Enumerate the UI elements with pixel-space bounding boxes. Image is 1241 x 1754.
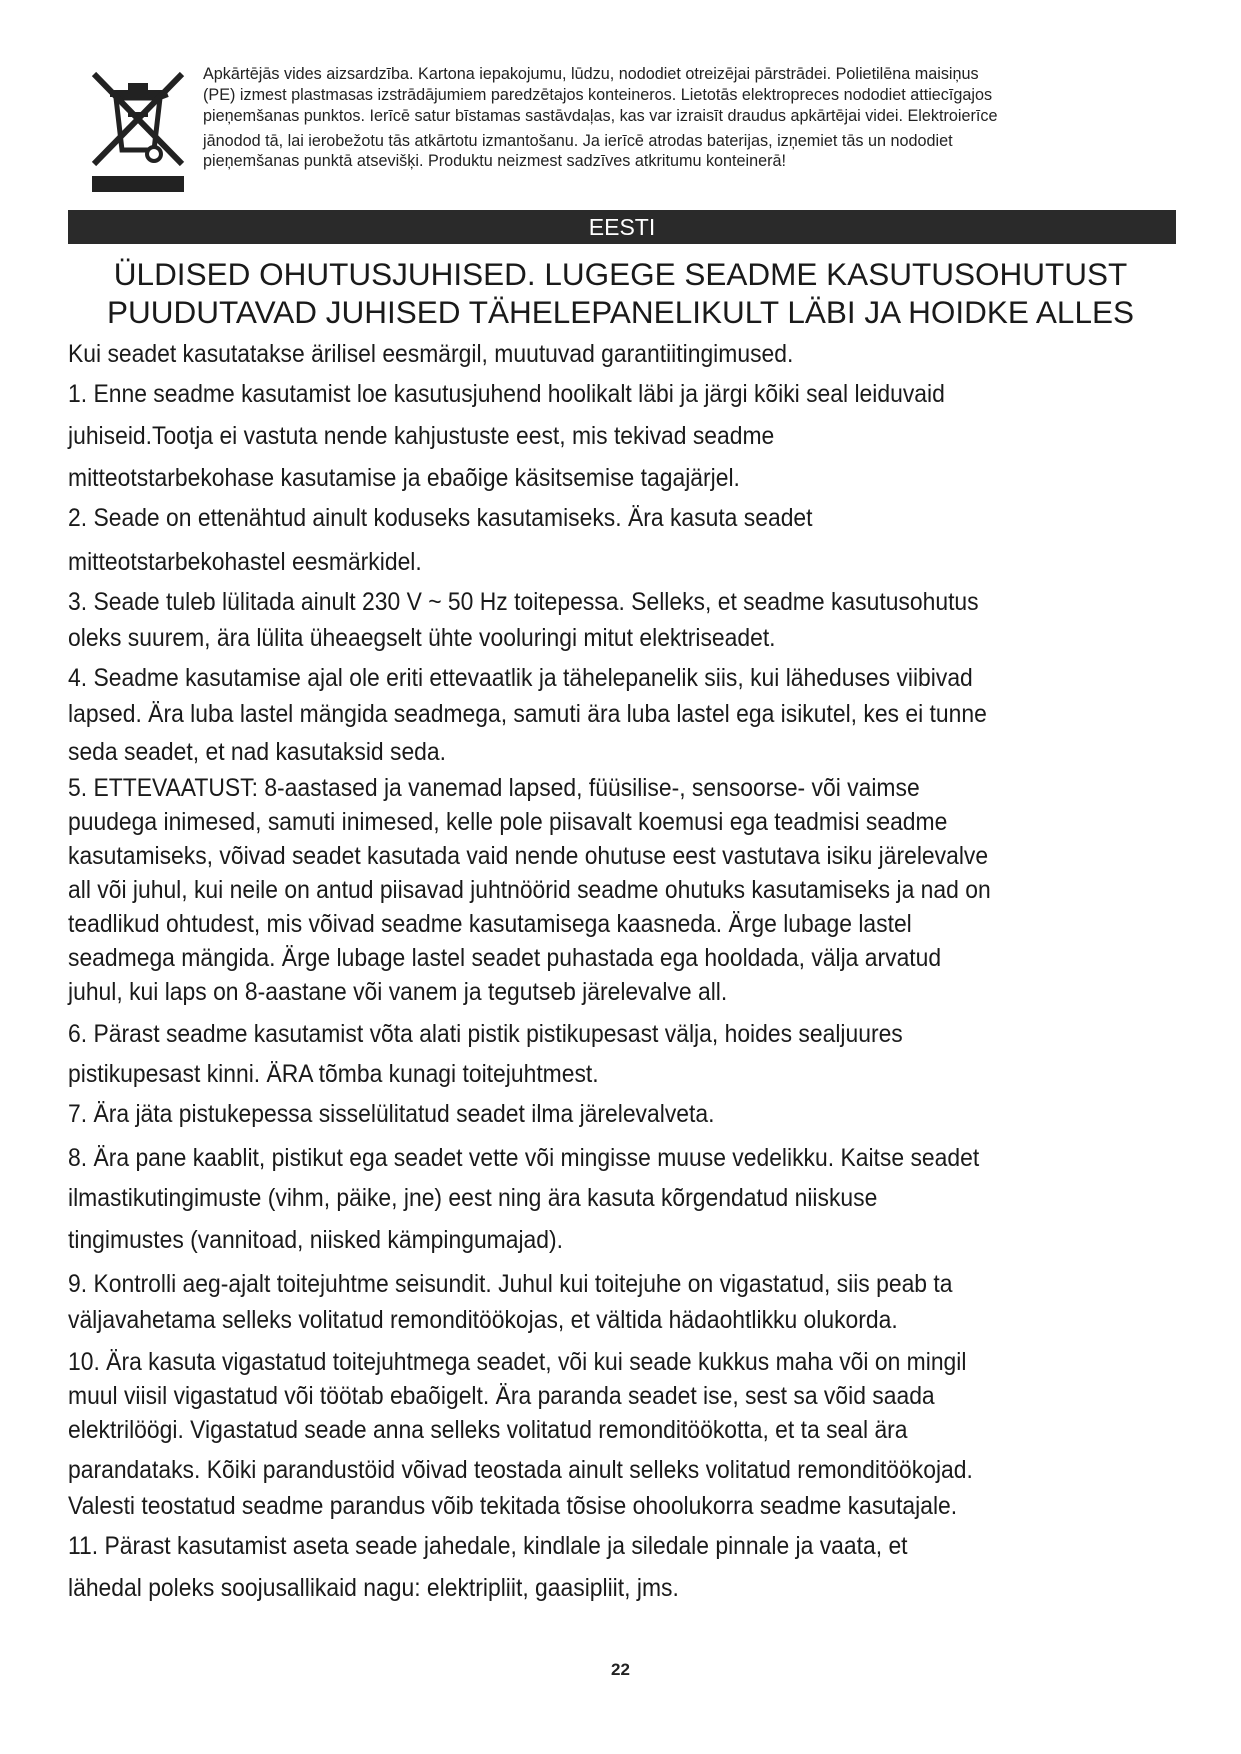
body-line: 9. Kontrolli aeg-ajalt toitejuhtme seisundit. Juhul kui toitejuhe on vigastatud, siis peab ta	[68, 1270, 953, 1298]
environment-notice	[88, 64, 1178, 194]
body-line: pistikupesast kinni. ÄRA tõmba kunagi toitejuhtmest.	[68, 1060, 599, 1088]
environment-line: (PE) izmest plastmasas izstrādājumiem paredzētajos konteineros. Lietotās elektropreces nododiet attiecīgajos	[203, 86, 993, 104]
body-line: kasutamiseks, võivad seadet kasutada vaid nende ohutuse eest vastutava isiku järelevalve	[68, 842, 989, 870]
body-line: seda seadet, et nad kasutaksid seda.	[68, 738, 447, 766]
page-title	[60, 255, 1181, 331]
body-line: juhiseid.Tootja ei vastuta nende kahjustuste eest, mis tekivad seadme	[68, 422, 775, 450]
body-line: 7. Ära jäta pistukepessa sisselülitatud seadet ilma järelevalveta.	[68, 1100, 715, 1128]
environment-line: pieņemšanas punktos. Ierīcē satur bīstamas sastāvdaļas, kas var izraisīt draudus apkārtējai videi. Elektroierīce	[203, 107, 998, 125]
body-line: tingimustes (vannitoad, niisked kämpingumajad).	[68, 1226, 564, 1254]
page-number: 22	[611, 1660, 630, 1679]
body-line: juhul, kui laps on 8-aastane või vanem ja tegutseb järelevalve all.	[68, 978, 728, 1006]
body-line: 6. Pärast seadme kasutamist võta alati pistik pistikupesast välja, hoides sealjuures	[68, 1020, 903, 1048]
body-line: Kui seadet kasutatakse ärilisel eesmärgil, muutuvad garantiitingimused.	[68, 340, 794, 368]
body-line: 2. Seade on ettenähtud ainult koduseks kasutamiseks. Ära kasuta seadet	[68, 504, 813, 532]
crossed-out-wheelie-bin-icon	[88, 68, 188, 194]
environment-line: pieņemšanas punktā atsevišķi. Produktu neizmest sadzīves atkritumu konteinerā!	[203, 152, 787, 170]
body-line: 11. Pärast kasutamist aseta seade jahedale, kindlale ja siledale pinnale ja vaata, et	[68, 1532, 908, 1560]
body-line: ilmastikutingimuste (vihm, päike, jne) eest ning ära kasuta kõrgendatud niiskuse	[68, 1184, 878, 1212]
body-line: 8. Ära pane kaablit, pistikut ega seadet vette või mingisse muuse vedelikku. Kaitse seadet	[68, 1144, 980, 1172]
body-line: väljavahetama selleks volitatud remonditöökojas, et vältida hädaohtlikku olukorda.	[68, 1306, 898, 1334]
body-line: 10. Ära kasuta vigastatud toitejuhtmega seadet, või kui seade kukkus maha või on mingil	[68, 1348, 967, 1376]
environment-line: Apkārtējās vides aizsardzība. Kartona iepakojumu, lūdzu, nododiet otreizējai pārstrādei. Polietilēna maisiņus	[203, 65, 979, 83]
body-line: seadmega mängida. Ärge lubage lastel seadet puhastada ega hooldada, välja arvatud	[68, 944, 942, 972]
body-line: mitteotstarbekohase kasutamise ja ebaõige käsitsemise tagajärjel.	[68, 464, 740, 492]
body-line: lapsed. Ära luba lastel mängida seadmega, samuti ära luba lastel ega isikutel, kes ei tunne	[68, 700, 987, 728]
environment-line: jānodod tā, lai ierobežotu tās atkārtotu izmantošanu. Ja ierīcē atrodas baterijas, izņemiet tās un nododiet	[203, 132, 953, 150]
body-line: lähedal poleks soojusallikaid nagu: elektripliit, gaasipliit, jms.	[68, 1574, 679, 1602]
body-line: 5. ETTEVAATUST: 8-aastased ja vanemad lapsed, füüsilise-, sensoorse- või vaimse	[68, 774, 920, 802]
body-line: parandataks. Kõiki parandustöid võivad teostada ainult selleks volitatud remonditöökojad.	[68, 1456, 973, 1484]
body-line: elektrilöögi. Vigastatud seade anna selleks volitatud remonditöökotta, et ta seal ära	[68, 1416, 908, 1444]
body-line: Valesti teostatud seadme parandus võib tekitada tõsise ohoolukorra seadme kasutajale.	[68, 1492, 958, 1520]
body-line: mitteotstarbekohastel eesmärkidel.	[68, 548, 422, 576]
body-line: 4. Seadme kasutamise ajal ole eriti ettevaatlik ja tähelepanelik siis, kui läheduses viibivad	[68, 664, 973, 692]
body-line: puudega inimesed, samuti inimesed, kelle pole piisavalt koemusi ega teadmisi seadme	[68, 808, 948, 836]
body-line: all või juhul, kui neile on antud piisavad juhtnöörid seadme ohutuks kasutamiseks ja nad on	[68, 876, 991, 904]
language-banner: EESTI	[68, 210, 1176, 244]
environment-text	[203, 64, 1178, 171]
body-line: 3. Seade tuleb lülitada ainult 230 V ~ 50 Hz toitepessa. Selleks, et seadme kasutusohutus	[68, 588, 979, 616]
body-line: 1. Enne seadme kasutamist loe kasutusjuhend hoolikalt läbi ja järgi kõiki seal leiduvaid	[68, 380, 945, 408]
title-line-1: ÜLDISED OHUTUSJUHISED. LUGEGE SEADME KASUTUSOHUTUST	[113, 256, 1128, 292]
title-line-2: PUUDUTAVAD JUHISED TÄHELEPANELIKULT LÄBI JA HOIDKE ALLES	[107, 294, 1134, 330]
body-line: muul viisil vigastatud või töötab ebaõigelt. Ära paranda seadet ise, sest sa võid saada	[68, 1382, 935, 1410]
body-line: teadlikud ohtudest, mis võivad seadme kasutamisega kaasneda. Ärge lubage lastel	[68, 910, 912, 938]
body-line: oleks suurem, ära lülita üheaegselt ühte vooluringi mitut elektriseadet.	[68, 624, 776, 652]
